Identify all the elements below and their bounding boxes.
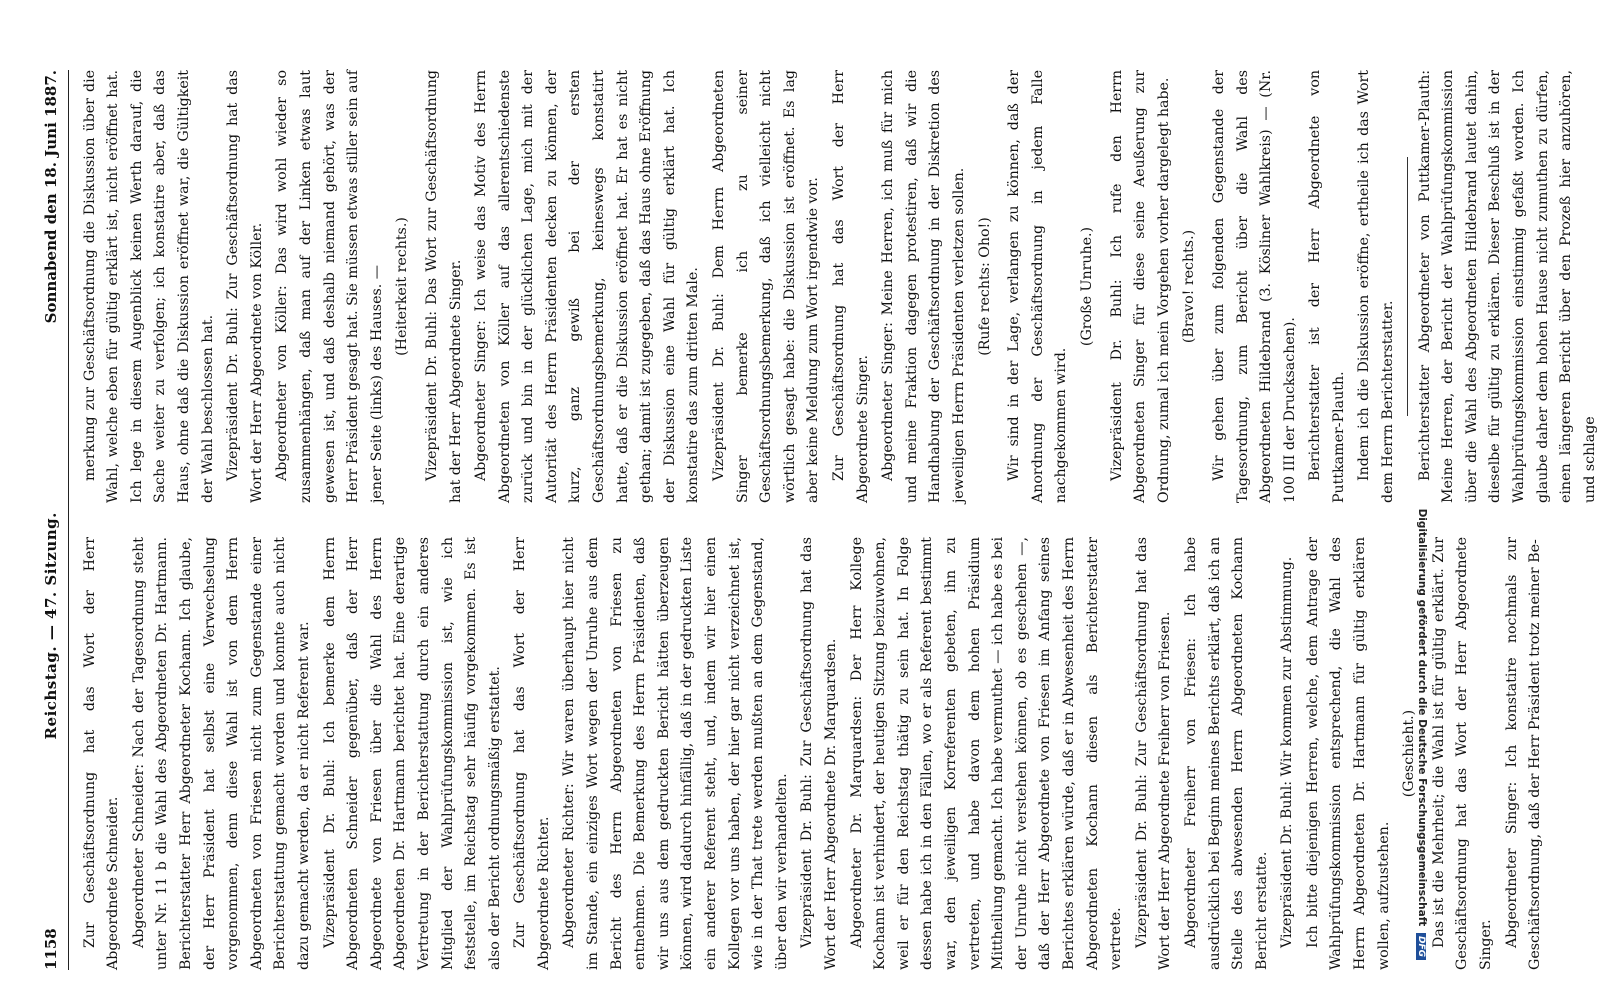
paragraph: Vizepräsident Dr. Buhl: Dem Herrn Abgeordneten Singer bemerke ich zu seiner Geschäftsordnungsbemerkung, daß ich vielleicht nicht wörtlich gesagt habe: die Diskussion ist eröffnet. Es lag aber keine Meldung zum Wort irgendwie vor. <box>711 70 822 503</box>
paragraph: Ich bitte diejenigen Herren, welche, dem Antrage der Wahlprüfungskommission entsprechend, die Wahl des Herrn Abgeordneten Dr. Hartmann für gültig erklären wollen, aufzustehen. <box>1304 537 1392 970</box>
paragraph: Abgeordneter Singer: Ich weise das Motiv des Herrn Abgeordneten von Köller auf das allerentschiedenste zurück und bin in der glücklichen Lage, mich mit der Autorität des Herrn Präsidenten decken zu können, der kurz, ganz gewiß bei der ersten Geschäftsordnungsbemerkung, keineswegs konstatirt hatte, daß er die Diskussion eröffnet hat. Er hat es nicht gethan; damit ist zugegeben, daß das Haus ohne Eröffnung der Diskussion eine Wahl für gültig erklärt hat. Ich konstatire das zum dritten Male. <box>473 70 702 503</box>
paragraph: Vizepräsident Dr. Buhl: Zur Geschäftsordnung hat das Wort der Herr Abgeordnete von Köller. <box>225 70 265 503</box>
paragraph: Wir gehen über zum folgenden Gegenstande der Tagesordnung, zum Bericht über die Wahl des Abgeordneten Hildebrand (3. Kösliner Wahlkreis) — (Nr. 100 III der Drucksachen). <box>1210 70 1298 503</box>
paragraph: Vizepräsident Dr. Buhl: Das Wort zur Geschäftsordnung hat der Herr Abgeordnete Singer. <box>423 70 464 503</box>
credit-text: Digitalisierung gefördert durch die Deutsche Forschungsgemeinschaft <box>1416 508 1428 927</box>
session-date: Sonnabend den 18. Juni 1887. <box>42 70 60 324</box>
paragraph: Zur Geschäftsordnung hat das Wort der Herr Abgeordnete Singer. <box>831 70 871 503</box>
digitization-credit <box>1414 40 1428 960</box>
paragraph: merkung zur Geschäftsordnung die Diskussion über die Wahl, welche eben für gültig erklärt ist, nicht eröffnet hat. Ich lege in diesem Augenblick keinen Werth darauf, die Sache weiter zu verfolgen; ich konstatire aber, daß das Haus, ohne daß die Diskussion eröffnet war, die Gültigkeit der Wahl beschlossen hat. <box>81 70 216 503</box>
paragraph: Abgeordneter Richter: Wir waren überhaupt hier nicht im Stande, ein einziges Wort wegen der Unruhe aus dem Bericht des Herrn Abgeordneten von Friesen zu entnehmen. Die Bemerkung des Herrn Präsidenten, daß wir uns aus dem gedruckten Bericht hätten überzeugen können, wird dadurch hinfällig, daß in der gedruckten Liste ein anderer Referent steht, und, indem wir hier einen Kollegen vor uns haben, der hier gar nicht verzeichnet ist, wie in der That trete werden mußten an dem Gegenstand, über den wir verhandelten. <box>561 537 790 970</box>
stage-direction: (Geschieht.) <box>1401 709 1418 798</box>
section-divider <box>1407 157 1408 417</box>
left-column <box>79 537 1604 970</box>
paragraph: Zur Geschäftsordnung hat das Wort der Herr Abgeordnete Schneider. <box>81 537 122 970</box>
paragraph: Abgeordneter Singer: Meine Herren, ich muß für mich und meine Fraktion dagegen protestiren, daß wir die Handhabung der Geschäftsordnung in der Diskretion des jeweiligen Herrn Präsidenten verletzen sollen. <box>880 70 967 503</box>
paragraph: Vizepräsident Dr. Buhl: Zur Geschäftsordnung hat das Wort der Herr Abgeordnete Freiherr von Friesen. <box>1133 537 1174 970</box>
stage-direction: (Heiterkeit rechts.) <box>394 217 411 356</box>
paragraph: Abgeordneter Schneider: Nach der Tagesordnung steht unter Nr. 11 b die Wahl des Abgeordneten Dr. Hartmann. Berichterstatter Herr Abgeordneter Kochann. Ich glaube, der Herr Präsident hat selbst eine Verwechselung vorgenommen, denn diese Wahl ist von dem Herrn Abgeordneten von Friesen nicht zum Gegenstande einer Berichterstattung gemacht worden und konnte auch nicht dazu gemacht werden, da er nicht Referent war. <box>130 537 312 970</box>
paragraph: Indem ich die Diskussion eröffne, ertheile ich das Wort dem Herrn Berichterstatter. <box>1356 70 1397 503</box>
paragraph: Berichterstatter ist der Herr Abgeordnete von Puttkamer-Plauth. <box>1307 70 1347 503</box>
paragraph: Vizepräsident Dr. Buhl: Wir kommen zur Abstimmung. <box>1279 556 1296 948</box>
paragraph: Vizepräsident Dr. Buhl: Zur Geschäftsordnung hat das Wort der Herr Abgeordnete Dr. Marquardsen. <box>799 537 839 970</box>
stage-direction: (Große Unruhe.) <box>1078 226 1095 347</box>
paragraph: Abgeordneter Dr. Marquardsen: Der Herr Kollege Kochann ist verhindert, der heutigen Sitzung beizuwohnen, weil er für den Reichstag thätig zu sein hat. In Folge dessen habe ich in den Fällen, wo er als Referent bestimmt war, den jeweiligen Korreferenten gebeten, ihn zu vertreten, und habe davon dem hohen Präsidium Mittheilung gemacht. Ich habe vermuthet — ich habe es bei der Unruhe nicht verstehen können, ob es geschehen —, daß der Herr Abgeordnete von Friesen im Anfang seines Berichtes erklären würde, daß er in Abwesenheit des Herrn Abgeordneten Kochann diesen als Berichterstatter vertrete. <box>848 537 1125 970</box>
page-number: 1158 <box>42 928 60 970</box>
paragraph: Das ist die Mehrheit; die Wahl ist für gültig erklärt. Zur Geschäftsordnung hat das Wort der Herr Abgeordnete Singer. <box>1430 537 1495 970</box>
paragraph: Wir sind in der Lage, verlangen zu können, daß der Anordnung der Geschäftsordnung in jedem Falle nachgekommen wird. <box>1006 70 1070 503</box>
text-columns <box>79 70 1604 970</box>
right-column <box>79 70 1604 503</box>
paragraph: Berichterstatter Abgeordneter von Puttkamer-Plauth: Meine Herren, der Bericht der Wahlprüfungskommission über die Wahl des Abgeordneten Hildebrand lautet dahin, dieselbe für gültig zu erklären. Dieser Beschluß ist in der Wahlprüfungskommission einstimmig gefaßt worden. Ich glaube daher dem hohen Hause nicht zumuthen zu dürfen, einen längeren Bericht über den Prozeß hier anzuhören, und schlage <box>1416 70 1598 503</box>
paragraph: Abgeordneter Singer: Ich konstatire nochmals zur Geschäftsordnung, daß der Herr Präsident trotz meiner Be- <box>1503 537 1544 970</box>
paragraph: Abgeordneter Freiherr von Friesen: Ich habe ausdrücklich bei Beginn meines Berichts erklärt, daß ich an Stelle des abwesenden Herrn Abgeordneten Kochann Bericht erstatte. <box>1182 537 1270 970</box>
session-title: Reichstag. — 47. Sitzung. <box>42 512 60 740</box>
stage-direction: (Rufe rechts: Oho!) <box>976 217 993 356</box>
paragraph: Vizepräsident Dr. Buhl: Ich bemerke dem Herrn Abgeordneten Schneider gegenüber, daß der Herr Abgeordnete von Friesen über die Wahl des Herrn Abgeordneten Dr. Hartmann berichtet hat. Eine derartige Vertretung in der Berichterstattung durch ein anderes Mitglied der Wahlprüfungskommission ist, wie ich feststelle, im Reichstag sehr häufig vorgekommen. Es ist also der Bericht ordnungsmäßig erstattet. <box>321 537 503 970</box>
paragraph: Vizepräsident Dr. Buhl: Ich rufe den Herrn Abgeordneten Singer für diese seine Aeußerung zur Ordnung, zumal ich mein Vorgehen vorher dargelegt habe. <box>1108 70 1172 503</box>
dfg-logo: DFG <box>1416 933 1426 960</box>
paragraph: Zur Geschäftsordnung hat das Wort der Herr Abgeordnete Richter. <box>512 537 552 970</box>
stage-direction: (Bravo! rechts.) <box>1181 229 1198 344</box>
paragraph: Abgeordneter von Köller: Das wird wohl wieder so zusammenhängen, daß man auf der Linken etwas laut gewesen ist, und daß deshalb niemand gehört, was der Herr Präsident gesagt hat. Sie müssen etwas stiller sein auf jener Seite (links) des Hauses. — <box>274 70 385 503</box>
page-header <box>40 70 69 970</box>
